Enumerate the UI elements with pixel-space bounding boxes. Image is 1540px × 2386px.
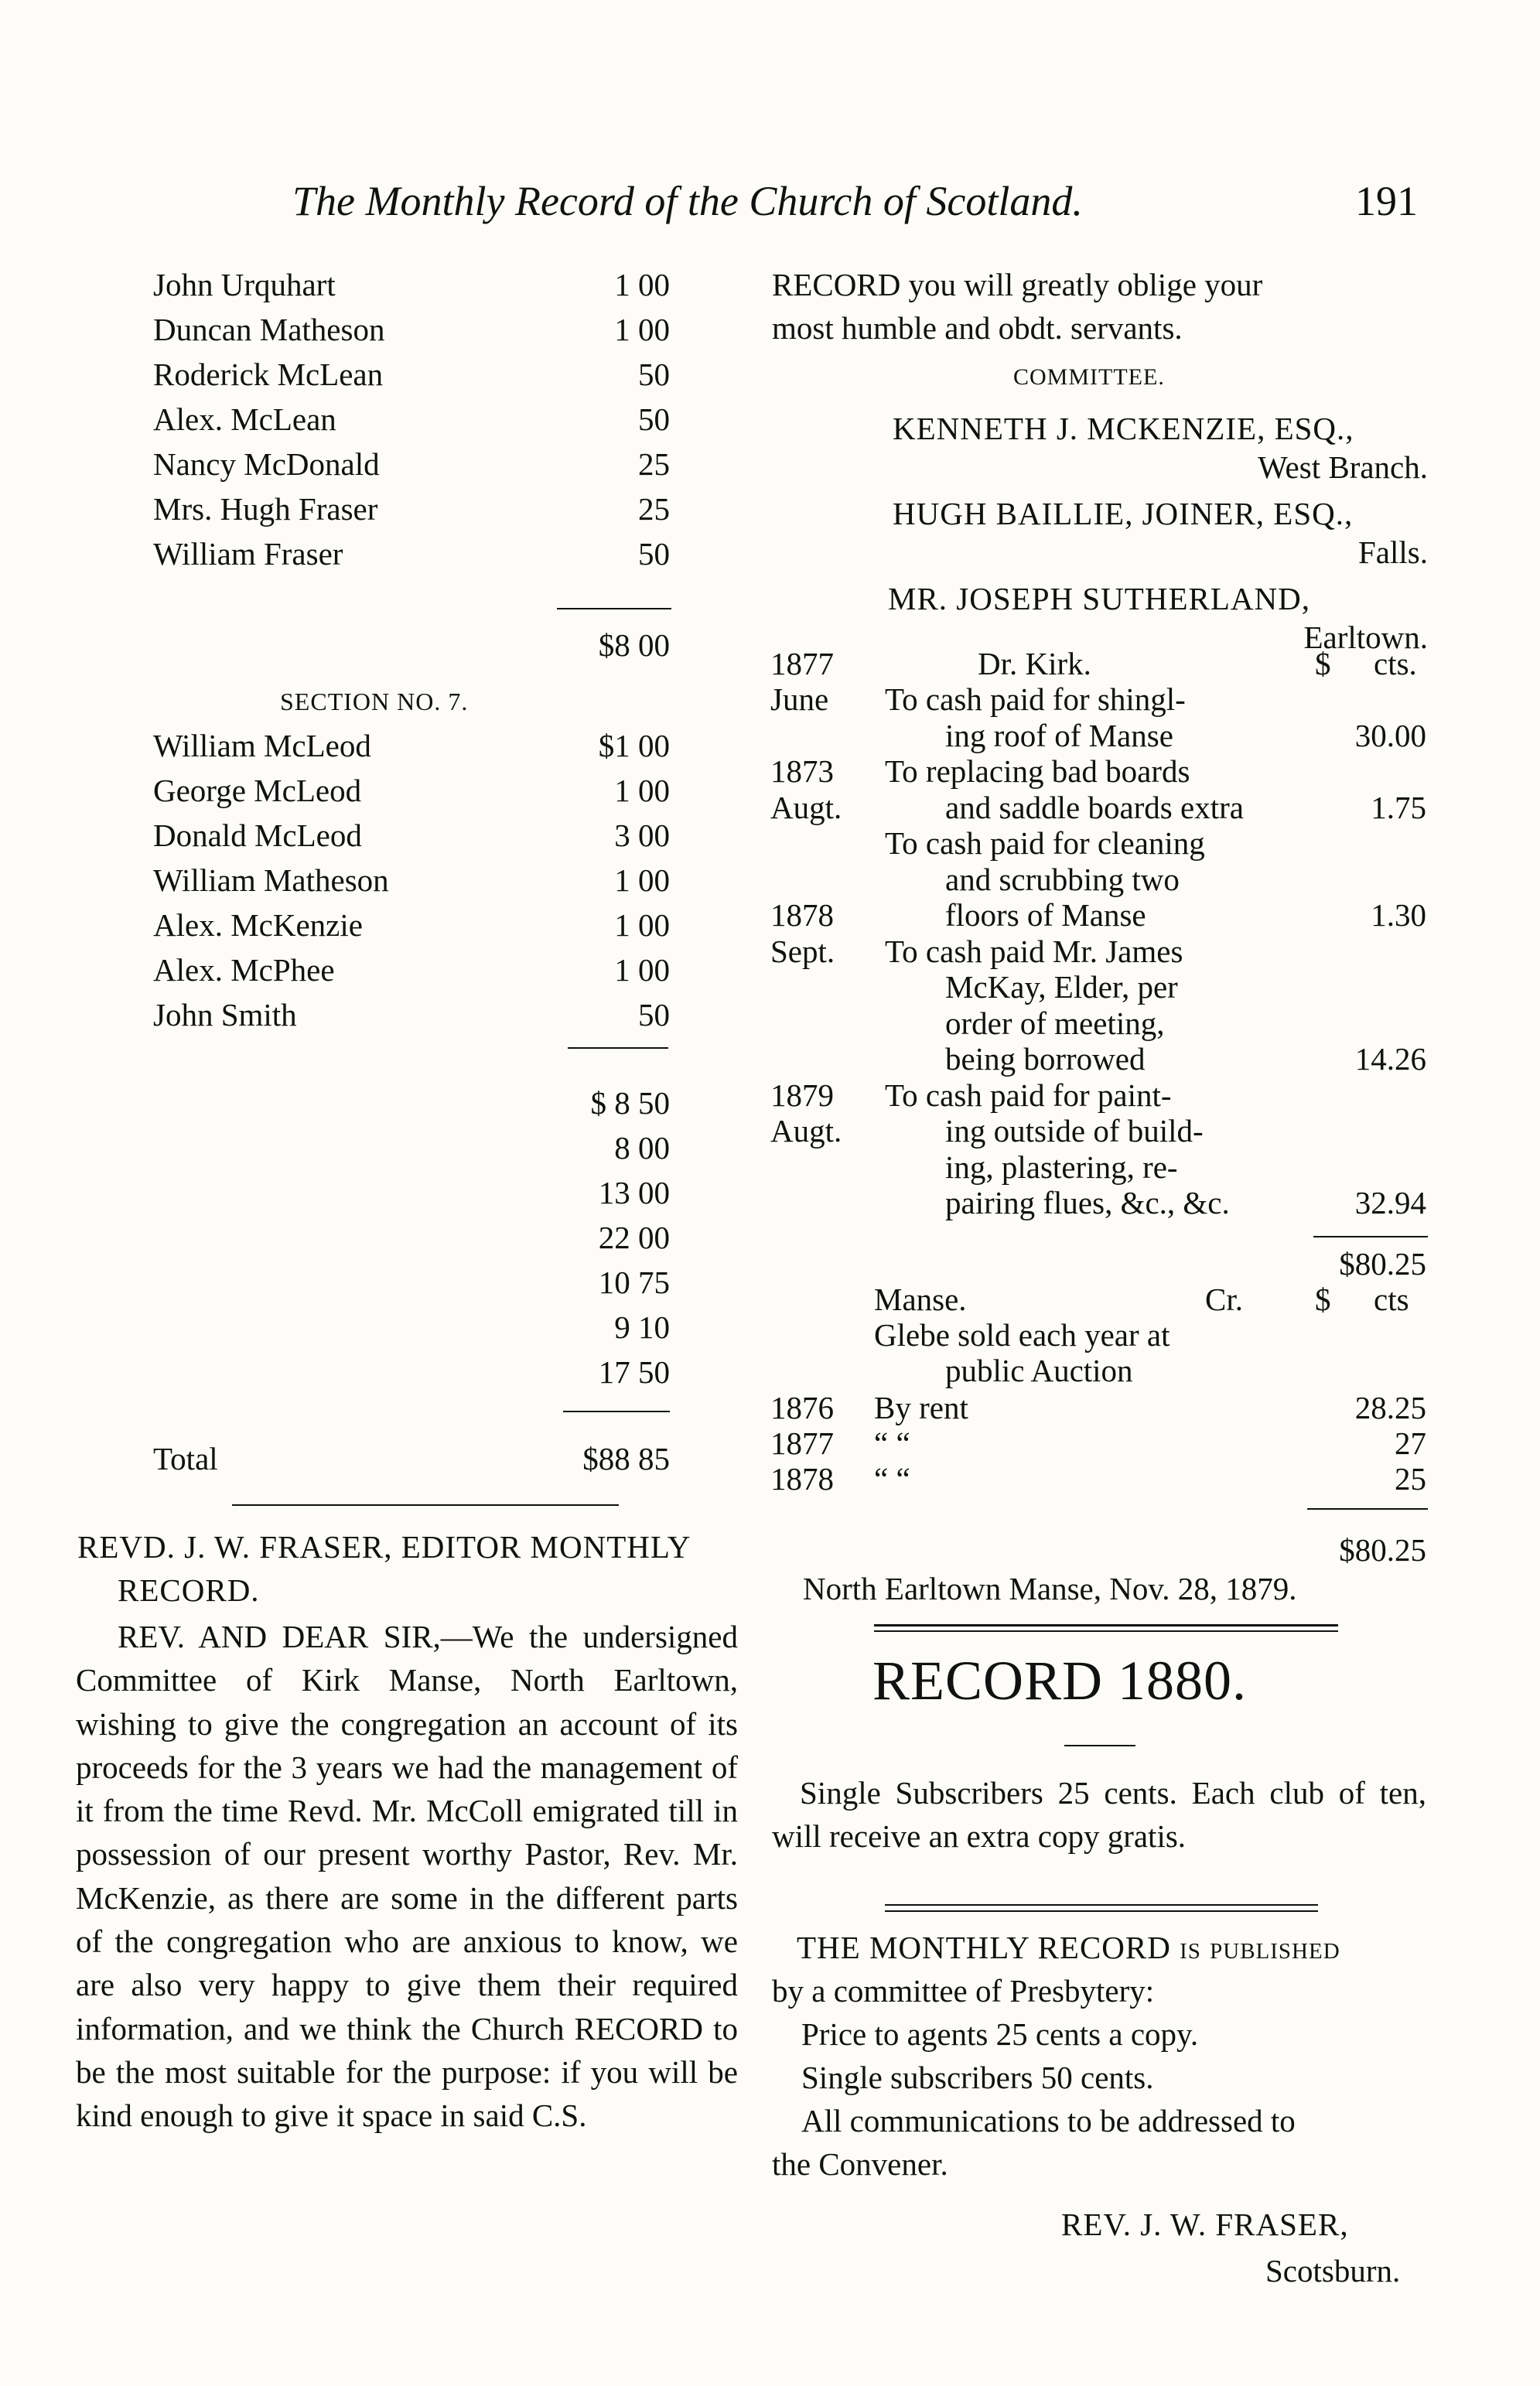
record-top-rule-2: [874, 1630, 1338, 1632]
subscription-text: Single Subscribers 25 cents. Each club of ten, will receive an extra copy gratis.: [772, 1775, 1426, 1854]
notice-line-6: the Convener.: [772, 2146, 948, 2182]
section-total: 10 75: [598, 1265, 670, 1300]
section-total: 22 00: [598, 1220, 670, 1255]
notice-line-3: Price to agents 25 cents a copy.: [801, 2016, 1199, 2052]
account-date: 1878: [770, 897, 834, 933]
account-entry: ing roof of Manse: [945, 718, 1173, 753]
account-amount: 30.00: [1354, 718, 1426, 753]
contributor-name: William Matheson: [153, 862, 389, 898]
account-entry: McKay, Elder, per: [945, 969, 1178, 1005]
account-entry: To cash paid Mr. James: [885, 934, 1183, 969]
credit-cr: Cr.: [1205, 1282, 1243, 1317]
notice-line-1: [797, 1929, 1340, 1967]
contributor-amount: 25: [638, 491, 670, 527]
letter-end-line-2: most humble and obdt. servants.: [772, 310, 1183, 346]
committee-member-name: MR. JOSEPH SUTHERLAND,: [888, 581, 1310, 616]
notice-line-5: All communications to be addressed to: [801, 2103, 1296, 2139]
record-heading: RECORD 1880.: [872, 1650, 1248, 1712]
section-total: 9 10: [614, 1309, 670, 1345]
signature-name: REV. J. W. FRASER,: [1061, 2207, 1349, 2242]
dateline: North Earltown Manse, Nov. 28, 1879.: [803, 1571, 1297, 1606]
committee-member-name: KENNETH J. MCKENZIE, ESQ.,: [893, 411, 1354, 446]
contributor-amount: 50: [638, 401, 670, 437]
contributor-name: William McLeod: [153, 728, 371, 763]
credit-description-2: public Auction: [945, 1353, 1133, 1388]
contributor-name: William Fraser: [153, 536, 343, 572]
account-entry: being borrowed: [945, 1041, 1146, 1077]
credit-amount: 27: [1395, 1425, 1426, 1461]
credit-year: 1877: [770, 1425, 834, 1461]
account-date: Augt.: [770, 790, 842, 825]
account-amount: 1.75: [1371, 790, 1426, 825]
contributor-name: Alex. McLean: [153, 401, 336, 437]
account-date: Sept.: [770, 934, 835, 969]
credit-year: 1878: [770, 1461, 834, 1497]
account-entry: and saddle boards extra: [945, 790, 1244, 825]
contributor-amount: 1 00: [614, 907, 670, 943]
section-total: 13 00: [598, 1175, 670, 1210]
account-entry: To cash paid for shingl-: [885, 681, 1186, 717]
contributor-amount: $1 00: [598, 728, 670, 763]
debit-total-rule: [1313, 1236, 1428, 1237]
contributor-amount: 1 00: [614, 312, 670, 347]
debit-total: $80.25: [1339, 1246, 1426, 1282]
contributor-amount: 1 00: [614, 862, 670, 898]
account-entry: order of meeting,: [945, 1005, 1165, 1041]
total-rule: [563, 1411, 670, 1412]
page-number: 191: [1355, 178, 1418, 224]
total-value: $88 85: [582, 1441, 670, 1476]
credit-amount: 28.25: [1354, 1390, 1426, 1425]
committee-member-place: Falls.: [1358, 534, 1428, 570]
credit-entry: “ “: [874, 1425, 910, 1461]
contributor-amount: 50: [638, 536, 670, 572]
notice-line-2: by a committee of Presbytery:: [772, 1973, 1155, 2009]
account-date: 1873: [770, 753, 834, 789]
cents-heading: cts.: [1374, 646, 1417, 681]
notice-rule-2: [885, 1910, 1318, 1912]
section-total: 17 50: [598, 1354, 670, 1390]
notice-line-1-text: THE MONTHLY RECORD is published: [797, 1930, 1340, 1965]
account-credit-title: Manse.: [874, 1282, 967, 1317]
credit-dollar-heading: $: [1315, 1282, 1331, 1317]
credit-entry: By rent: [874, 1390, 968, 1425]
section-total: $ 8 50: [590, 1085, 670, 1121]
letter-body: REV. AND DEAR SIR,—We the undersigned Committee of Kirk Manse, North Earltown, wishing to give the congregation an account of its proceeds for the 3 years we had the management of it from the time Revd. Mr. McColl emigrated till in possession of our present worthy Pastor, Rev. Mr. McKenzie, as there are some in the different parts of the congregation who are anxious to know, we are also very happy to give them their required information, and we think the Church RECORD to be the most suitable for the purpose: if you will be kind enough to give it space in said C.S.: [76, 1619, 738, 2134]
subtotal-rule: [557, 608, 671, 609]
letter-divider: [232, 1504, 619, 1506]
contributor-amount: 25: [638, 446, 670, 482]
contributor-amount: 1 00: [614, 773, 670, 808]
contributor-name: Roderick McLean: [153, 357, 384, 392]
record-short-rule: [1064, 1745, 1135, 1746]
credit-description-1: Glebe sold each year at: [874, 1317, 1170, 1353]
notice-line-4: Single subscribers 50 cents.: [801, 2060, 1154, 2095]
committee-heading: COMMITTEE.: [1013, 364, 1165, 390]
total-label: Total: [153, 1441, 218, 1476]
subtotal-1: $8 00: [598, 627, 670, 663]
contributor-amount: 50: [638, 997, 670, 1033]
committee-member-name: HUGH BAILLIE, JOINER, ESQ.,: [893, 496, 1354, 531]
account-entry: To replacing bad boards: [885, 753, 1190, 789]
account-entry: ing, plastering, re-: [945, 1149, 1178, 1185]
contributor-amount: 1 00: [614, 952, 670, 988]
section-heading: SECTION NO. 7.: [280, 688, 469, 715]
contributor-name: John Smith: [153, 997, 297, 1033]
address-line-2: RECORD.: [118, 1572, 260, 1608]
section-total: 8 00: [614, 1130, 670, 1166]
contributor-name: Donald McLeod: [153, 818, 362, 853]
contributor-amount: 50: [638, 357, 670, 392]
contributor-name: Duncan Matheson: [153, 312, 385, 347]
contributor-name: Nancy McDonald: [153, 446, 380, 482]
dollar-heading: $: [1315, 646, 1331, 681]
account-amount: 1.30: [1371, 897, 1426, 933]
contributor-name: Alex. McPhee: [153, 952, 335, 988]
notice-rule: [885, 1904, 1318, 1906]
record-top-rule: [874, 1624, 1338, 1627]
account-amount: 14.26: [1354, 1041, 1426, 1077]
contributor-amount: 3 00: [614, 818, 670, 853]
contributor-name: Alex. McKenzie: [153, 907, 363, 943]
credit-cents-heading: cts: [1374, 1282, 1409, 1317]
account-entry: To cash paid for cleaning: [885, 825, 1205, 861]
credit-entry: “ “: [874, 1461, 910, 1497]
running-title: The Monthly Record of the Church of Scotland.: [292, 178, 1083, 224]
account-year-heading: 1877: [770, 646, 834, 681]
committee-member-place: Earltown.: [1303, 620, 1428, 655]
credit-total: $80.25: [1339, 1532, 1426, 1568]
contributor-name: John Urquhart: [153, 267, 336, 302]
account-date: 1879: [770, 1077, 834, 1113]
account-entry: floors of Manse: [945, 897, 1146, 933]
contributor-amount: 1 00: [614, 267, 670, 302]
credit-total-rule: [1307, 1508, 1428, 1510]
section-rule: [568, 1047, 668, 1049]
credit-year: 1876: [770, 1390, 834, 1425]
account-date: June: [770, 681, 829, 717]
account-amount: 32.94: [1354, 1185, 1426, 1220]
account-date: Augt.: [770, 1113, 842, 1149]
committee-member-place: West Branch.: [1258, 449, 1428, 485]
account-entry: pairing flues, &c., &c.: [945, 1185, 1230, 1220]
account-entry: and scrubbing two: [945, 862, 1180, 897]
address-line-1: REVD. J. W. FRASER, EDITOR MONTHLY: [77, 1529, 691, 1565]
signature-place: Scotsburn.: [1265, 2253, 1401, 2289]
letter-end-line-1: RECORD you will greatly oblige your: [772, 267, 1263, 302]
account-entry: To cash paid for paint-: [885, 1077, 1172, 1113]
account-debit-title: Dr. Kirk.: [978, 646, 1091, 681]
contributor-name: George McLeod: [153, 773, 362, 808]
credit-amount: 25: [1395, 1461, 1426, 1497]
contributor-name: Mrs. Hugh Fraser: [153, 491, 378, 527]
account-entry: ing outside of build-: [945, 1113, 1204, 1149]
